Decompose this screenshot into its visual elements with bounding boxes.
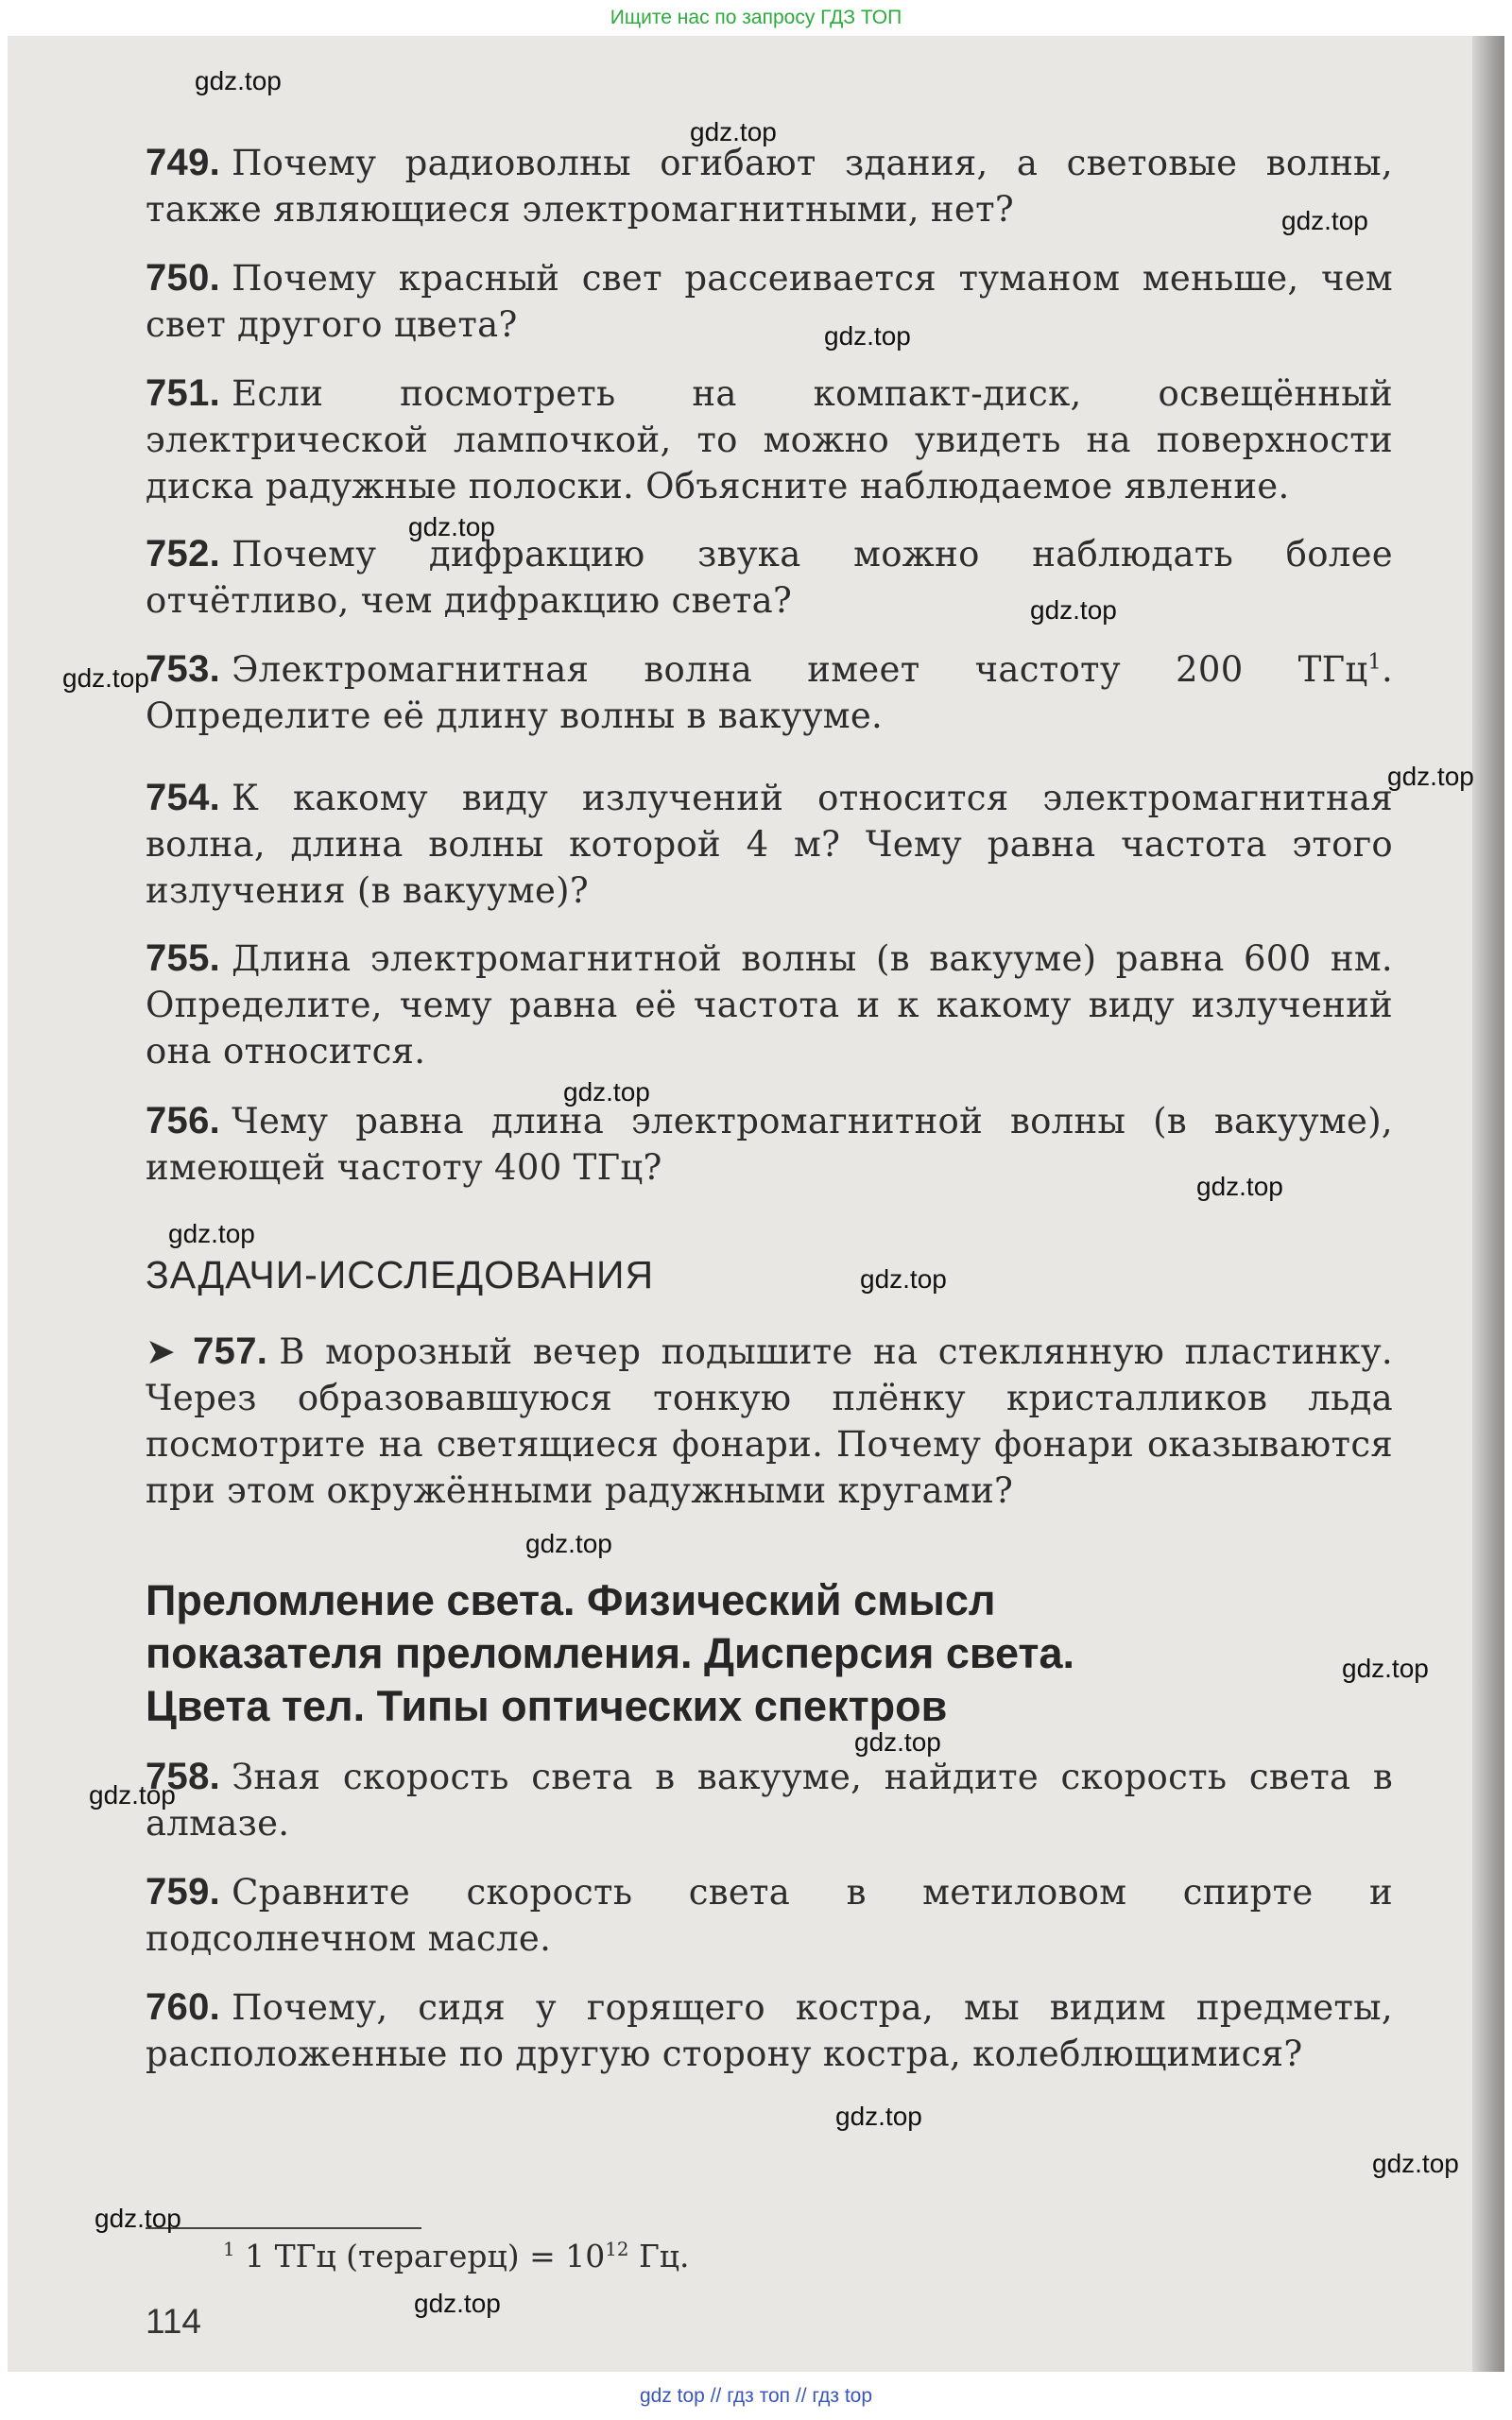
watermark: gdz.top [525,1529,612,1558]
watermark: gdz.top [1387,762,1474,791]
task-text: Почему радиоволны огибают здания, а световые волны, также являющиеся электромагнитными, нет? [146,143,1393,230]
bottom-banner[interactable]: gdz top // гдз топ // гдз top [639,2385,873,2407]
footnote-unit: Гц. [628,2238,690,2274]
task-number: 753. [146,648,221,690]
task-text: Почему красный свет рассеивается туманом меньше, чем свет другого цвета? [146,258,1393,345]
watermark: gdz.top [860,1264,947,1294]
footnote-ref: 1 [1367,649,1382,675]
watermark: gdz.top [690,117,777,146]
task-text: Зная скорость света в вакууме, найдите скорость света в алмазе. [146,1757,1393,1844]
task-751 [146,370,1393,509]
watermark: gdz.top [195,66,282,95]
page-edge-shadow [1472,36,1504,2372]
footnote [223,2238,690,2274]
page-number: 114 [146,2302,201,2341]
footnote-exponent: 12 [605,2239,629,2260]
watermark: gdz.top [94,2204,181,2233]
footnote-mark: 1 [223,2239,235,2260]
watermark: gdz.top [824,321,911,351]
watermark: gdz.top [408,512,495,541]
task-number: 759. [146,1871,221,1913]
watermark: gdz.top [563,1077,650,1107]
task-749 [146,140,1393,232]
task-number: 749. [146,142,221,183]
section-heading: ЗАДАЧИ-ИССЛЕДОВАНИЯ [146,1253,655,1296]
task-text: Электромагнитная волна имеет частоту 200 ТГц [232,649,1368,690]
watermark: gdz.top [89,1780,176,1810]
watermark: gdz.top [62,663,149,693]
task-text: В морозный вечер подышите на стеклянную пластинку. Через образовавшуюся тонкую плёнку кристалликов льда посмотрите на светящиеся фонари. Почему фонари оказываются при этом окружёнными радужными кругами? [146,1331,1393,1511]
chapter-heading-line: показателя преломления. Дисперсия света. [146,1629,1074,1677]
watermark: gdz.top [414,2289,501,2318]
task-text: Почему дифракцию звука можно наблюдать более отчётливо, чем дифракцию света? [146,534,1393,621]
top-banner[interactable]: Ищите нас по запросу ГДЗ ТОП [610,7,902,28]
task-number: 750. [146,257,221,299]
task-752 [146,531,1393,624]
task-number: 755. [146,937,221,979]
watermark: gdz.top [1281,206,1368,235]
task-number: 757. [193,1330,268,1372]
task-number: 752. [146,533,221,575]
chapter-heading-line: Цвета тел. Типы оптических спектров [146,1682,948,1730]
chapter-heading-line: Преломление света. Физический смысл [146,1576,996,1624]
task-text: Чему равна длина электромагнитной волны (в вакууме), имеющей частоту 400 ТГц? [146,1101,1393,1188]
task-number: 758. [146,1756,221,1797]
footnote-divider [146,2227,421,2229]
task-753 [146,646,1393,739]
task-text: Почему, сидя у горящего костра, мы видим предметы, расположенные по другую сторону костра, колеблющимися? [146,1987,1393,2074]
task-number: 760. [146,1986,221,2028]
footnote-text: 1 ТГц (терагерц) = 10 [245,2238,606,2274]
textbook-page [8,36,1504,2372]
task-754 [146,775,1393,914]
watermark: gdz.top [1196,1172,1283,1201]
task-number: 756. [146,1100,221,1141]
task-text: Если посмотреть на компакт-диск, освещённый электрической лампочкой, то можно увидеть на поверхности диска радужные полоски. Объясните наблюдаемое явление. [146,373,1393,506]
watermark: gdz.top [168,1219,255,1248]
task-755 [146,935,1393,1074]
watermark: gdz.top [835,2102,922,2131]
arrow-marker-icon: ➤ [146,1330,177,1372]
task-number: 751. [146,372,221,414]
task-text: К какому виду излучений относится электромагнитная волна, длина волны которой 4 м? Чему равна частота этого излучения (в вакууме)? [146,778,1393,911]
watermark: gdz.top [1342,1654,1429,1683]
watermark: gdz.top [854,1727,941,1757]
task-757 [146,1329,1393,1514]
task-text: Длина электромагнитной волны (в вакууме) равна 600 нм. Определите, чему равна её частота и к какому виду излучений она относится. [146,938,1393,1072]
watermark: gdz.top [1030,595,1117,625]
task-759 [146,1869,1393,1962]
task-750 [146,255,1393,348]
task-text-after: . Определите её длину волны в вакууме. [146,649,1393,736]
task-number: 754. [146,777,221,818]
watermark: gdz.top [1372,2149,1459,2178]
task-text: Сравните скорость света в метиловом спирте и подсолнечном масле. [146,1872,1393,1959]
chapter-heading [146,1574,1393,1733]
task-758 [146,1754,1393,1846]
task-760 [146,1984,1393,2077]
